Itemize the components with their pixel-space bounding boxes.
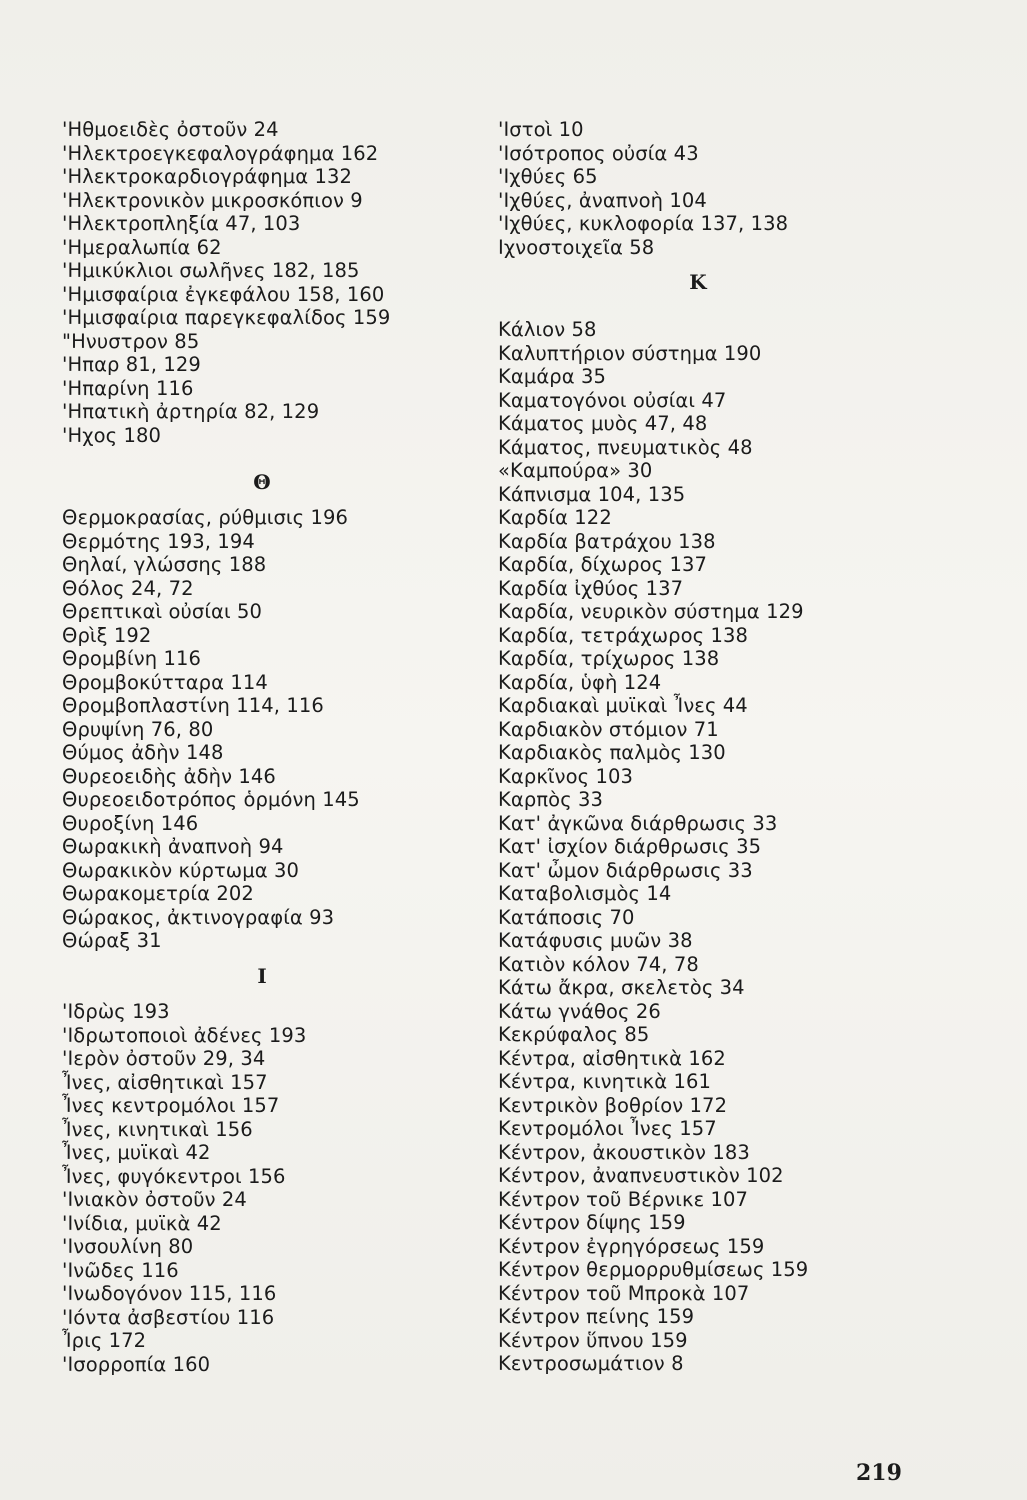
- index-entry: Θηλαί, γλώσσης 188: [62, 553, 267, 576]
- index-entry: Ἶνες κεντρομόλοι 157: [62, 1094, 280, 1117]
- index-entry: Καρδία, ὑφὴ 124: [498, 670, 662, 694]
- index-section-kappa: [498, 318, 898, 1376]
- index-entry: 'Ηλεκτροκαρδιογράφημα 132: [62, 165, 353, 188]
- index-entry: 'Ιχθύες, ἀναπνοὴ 104: [498, 188, 707, 212]
- index-entry: "Ηνυστρον 85: [62, 329, 200, 353]
- index-entry: Κέντρον, ἀκουστικὸν 183: [498, 1140, 750, 1164]
- index-entry: 'Ιόντα ἀσβεστίου 116: [62, 1305, 275, 1329]
- index-entry: 'Ιχθύες 65: [498, 165, 598, 188]
- index-entry: Κάτω γνάθος 26: [498, 999, 661, 1023]
- index-entry: 'Ιερὸν ὀστοῦν 29, 34: [62, 1047, 266, 1070]
- index-section-iota-continued: [498, 118, 898, 259]
- index-entry: 'Ηθμοειδὲς ὀστοῦν 24: [62, 118, 279, 141]
- index-entry: Ἶνες, κινητικαὶ 156: [62, 1117, 253, 1141]
- index-entry: Καρδία, τρίχωρος 138: [498, 647, 720, 670]
- index-entry: Θόλος 24, 72: [62, 576, 194, 600]
- index-entry: Κατάποσις 70: [498, 905, 635, 929]
- index-entry: Κέντρον πείνης 159: [498, 1305, 695, 1328]
- index-entry: Θρομβοπλαστίνη 114, 116: [62, 694, 324, 717]
- index-entry: Καλυπτήριον σύστημα 190: [498, 341, 762, 365]
- index-entry: Θωρακομετρία 202: [62, 882, 254, 905]
- index-entry: Κεντρικὸν βοθρίον 172: [498, 1093, 728, 1117]
- index-entry: 'Ινῶδες 116: [62, 1258, 179, 1282]
- index-entry: Κατ' ὦμον διάρθρωσις 33: [498, 858, 753, 882]
- index-section-iota: [62, 1000, 462, 1376]
- index-entry: Θρομβοκύτταρα 114: [62, 670, 268, 694]
- index-entry: 'Ιδρὼς 193: [62, 1000, 170, 1023]
- index-entry: 'Ινιακὸν ὀστοῦν 24: [62, 1188, 247, 1211]
- index-entry: Θρομβίνη 116: [62, 647, 201, 670]
- index-entry: Ιχνοστοιχεῖα 58: [498, 235, 655, 259]
- index-entry: 'Ηλεκτροεγκεφαλογράφημα 162: [62, 141, 379, 165]
- index-entry: Θυρεοειδὴς ἀδὴν 146: [62, 764, 276, 788]
- index-entry: Θύμος ἀδὴν 148: [62, 741, 224, 764]
- index-entry: Κέντρον τοῦ Μπροκὰ 107: [498, 1281, 750, 1305]
- index-entry: Κάπνισμα 104, 135: [498, 482, 686, 506]
- index-entry: Καρδία ἰχθύος 137: [498, 576, 684, 600]
- section-heading-kappa: Κ: [689, 270, 707, 294]
- index-entry: Θώραξ 31: [62, 929, 162, 952]
- index-entry: Καρδιακαὶ μυϊκαὶ Ἶνες 44: [498, 694, 748, 717]
- index-entry: Κεκρύφαλος 85: [498, 1023, 650, 1046]
- index-entry: Καρπὸς 33: [498, 788, 604, 811]
- index-entry: Θωρακικὸν κύρτωμα 30: [62, 858, 300, 882]
- index-entry: Καρδία 122: [498, 506, 612, 529]
- index-entry: 'Ινίδια, μυϊκὰ 42: [62, 1211, 222, 1235]
- index-entry: Κεντρομόλοι Ἶνες 157: [498, 1117, 717, 1140]
- index-entry: Θωρακικὴ ἀναπνοὴ 94: [62, 835, 284, 858]
- index-entry: 'Ισορροπία 160: [62, 1352, 211, 1376]
- index-entry: Κέντρα, αἰσθητικὰ 162: [498, 1046, 726, 1070]
- section-heading-iota: Ι: [257, 963, 267, 988]
- index-entry: Κάματος, πνευματικὸς 48: [498, 435, 753, 459]
- page-number: 219: [856, 1460, 902, 1486]
- index-entry: 'Ινωδογόνον 115, 116: [62, 1282, 277, 1305]
- index-column-left: [62, 118, 462, 1376]
- index-entry: 'Ισότροπος οὐσία 43: [498, 141, 699, 165]
- index-section-theta: [62, 506, 462, 953]
- index-entry: 'Ηπατικὴ ἀρτηρία 82, 129: [62, 400, 320, 423]
- index-entry: Ἶνες, φυγόκεντροι 156: [62, 1164, 286, 1188]
- index-column-right: [498, 118, 898, 1376]
- index-entry: Ἶρις 172: [62, 1329, 147, 1352]
- index-entry: Κάματος μυὸς 47, 48: [498, 412, 708, 435]
- index-entry: 'Ιχθύες, κυκλοφορία 137, 138: [498, 212, 789, 235]
- index-entry: Θερμότης 193, 194: [62, 529, 255, 553]
- index-entry: Κέντρον θερμορρυθμίσεως 159: [498, 1258, 809, 1281]
- index-entry: 'Ηπαρίνη 116: [62, 376, 194, 400]
- index-entry: 'Ημεραλωπία 62: [62, 235, 222, 259]
- index-entry: Καρδία βατράχου 138: [498, 529, 716, 553]
- index-entry: Κατάφυσις μυῶν 38: [498, 929, 693, 952]
- index-entry: Καρδία, τετράχωρος 138: [498, 623, 749, 647]
- index-entry: 'Ινσουλίνη 80: [62, 1235, 194, 1258]
- index-entry: 'Ημισφαίρια ἐγκεφάλου 158, 160: [62, 282, 385, 306]
- index-entry: Θρεπτικαὶ οὐσίαι 50: [62, 600, 263, 623]
- index-entry: Καρκῖνος 103: [498, 764, 633, 788]
- index-entry: Θώρακος, ἀκτινογραφία 93: [62, 905, 335, 929]
- index-entry: 'Ημισφαίρια παρεγκεφαλίδος 159: [62, 306, 391, 329]
- index-entry: Κάλιον 58: [498, 318, 597, 341]
- index-entry: 'Ηχος 180: [62, 423, 161, 447]
- index-entry: Καρδιακὸς παλμὸς 130: [498, 741, 726, 764]
- index-entry: Κέντρα, κινητικὰ 161: [498, 1070, 712, 1093]
- index-entry: 'Ηλεκτροπληξία 47, 103: [62, 212, 301, 235]
- index-entry: 'Ηπαρ 81, 129: [62, 353, 201, 376]
- index-entry: Θυροξίνη 146: [62, 811, 199, 835]
- index-entry: Κέντρον τοῦ Βέρνικε 107: [498, 1187, 749, 1211]
- index-entry: «Καμπούρα» 30: [498, 459, 653, 482]
- index-entry: Κάτω ἄκρα, σκελετὸς 34: [498, 976, 745, 999]
- index-entry: Κατ' ἀγκῶνα διάρθρωσις 33: [498, 811, 778, 835]
- index-entry: Κατ' ἰσχίον διάρθρωσις 35: [498, 835, 762, 858]
- index-entry: Θερμοκρασίας, ρύθμισις 196: [62, 506, 348, 529]
- index-entry: 'Ιστοὶ 10: [498, 118, 584, 141]
- index-entry: 'Ημικύκλιοι σωλῆνες 182, 185: [62, 259, 360, 282]
- index-entry: Θυρεοειδοτρόπος ὁρμόνη 145: [62, 788, 360, 811]
- index-entry: Κέντρον ἐγρηγόρσεως 159: [498, 1234, 765, 1258]
- index-entry: Καρδιακὸν στόμιον 71: [498, 717, 719, 741]
- index-entry: Κεντροσωμάτιον 8: [498, 1352, 684, 1375]
- index-entry: Κέντρον ὕπνου 159: [498, 1328, 688, 1352]
- index-entry: Κατιὸν κόλον 74, 78: [498, 952, 699, 976]
- index-entry: Θρὶξ 192: [62, 623, 152, 647]
- index-entry: Καματογόνοι οὐσίαι 47: [498, 388, 727, 412]
- index-entry: 'Ιδρωτοποιοὶ ἀδένες 193: [62, 1023, 307, 1047]
- index-entry: Καταβολισμὸς 14: [498, 882, 672, 905]
- index-entry: Καρδία, νευρικὸν σύστημα 129: [498, 600, 804, 623]
- index-entry: 'Ηλεκτρονικὸν μικροσκόπιον 9: [62, 188, 363, 212]
- index-entry: Κέντρον, ἀναπνευστικὸν 102: [498, 1164, 784, 1187]
- index-entry: Καρδία, δίχωρος 137: [498, 553, 707, 576]
- index-entry: Θρυψίνη 76, 80: [62, 717, 214, 741]
- index-entry: Καμάρα 35: [498, 365, 607, 388]
- index-entry: Ἶνες, μυϊκαὶ 42: [62, 1141, 211, 1164]
- index-section-eta: [62, 118, 462, 447]
- section-heading-theta: Θ: [253, 469, 271, 494]
- index-entry: Ἶνες, αἰσθητικαὶ 157: [62, 1070, 268, 1094]
- index-entry: Κέντρον δίψης 159: [498, 1211, 686, 1234]
